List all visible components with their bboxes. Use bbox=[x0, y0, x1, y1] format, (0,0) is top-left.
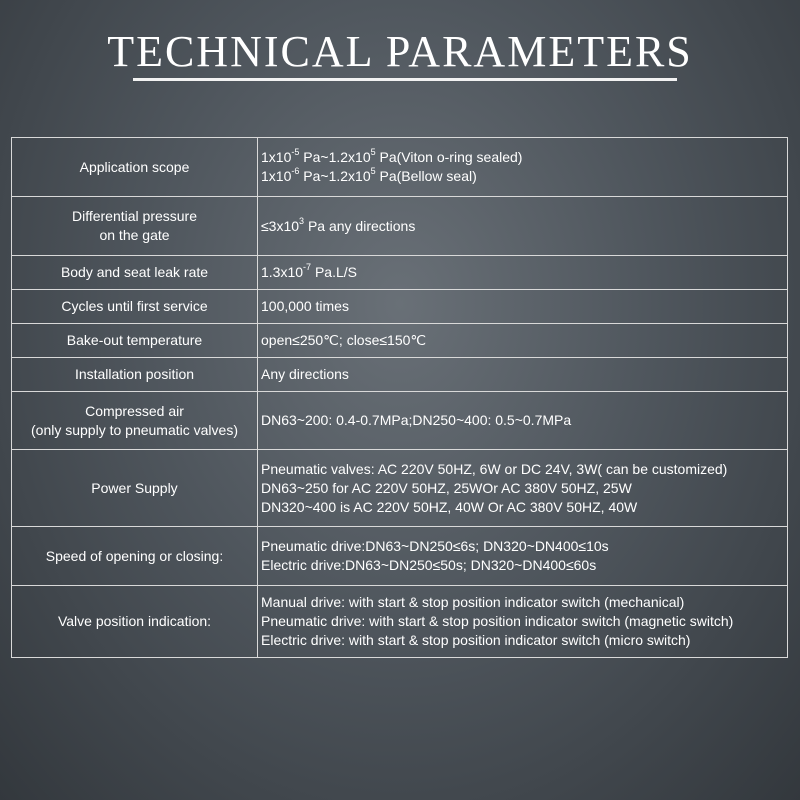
param-value-line: $1x10^{-6}$ $Pa\sim 1.2x10^5$ Pa(Bellow seal) bbox=[261, 166, 477, 184]
table-row bbox=[12, 358, 788, 392]
param-label bbox=[12, 256, 258, 290]
param-label bbox=[12, 450, 258, 527]
table-row bbox=[12, 290, 788, 324]
table-row bbox=[12, 450, 788, 527]
param-value-line: DN63~200: 0.4-0.7MPa;DN250~400: 0.5~0.7MPa bbox=[261, 412, 572, 428]
table-row bbox=[12, 197, 788, 256]
param-label-line: Power Supply bbox=[91, 479, 178, 496]
param-value bbox=[258, 450, 788, 527]
param-label bbox=[12, 324, 258, 358]
param-value-line: DN63~250 for AC 220V 50HZ, 25WOr AC 380V 50HZ, 25W bbox=[261, 479, 632, 496]
param-value bbox=[258, 290, 788, 324]
table-row bbox=[12, 527, 788, 586]
title-underline bbox=[133, 78, 677, 81]
param-value-line: Any directions bbox=[261, 366, 349, 382]
param-label-line: Body and seat leak rate bbox=[60, 264, 209, 280]
param-label-line: Application scope bbox=[79, 158, 190, 175]
param-value-line: Pneumatic drive: with start & stop position indicator switch (magnetic switch) bbox=[261, 613, 734, 629]
param-label bbox=[12, 290, 258, 324]
param-label bbox=[12, 527, 258, 586]
parameters-table bbox=[11, 137, 788, 658]
param-label-line: on the gate bbox=[99, 227, 170, 243]
table-row bbox=[12, 324, 788, 358]
param-value bbox=[258, 527, 788, 586]
param-label bbox=[12, 586, 258, 658]
param-label-line: Differential pressure bbox=[71, 208, 198, 224]
param-label bbox=[12, 392, 258, 450]
param-value bbox=[258, 358, 788, 392]
table-row bbox=[12, 256, 788, 290]
param-value-line: Manual drive: with start & stop position indicator switch (mechanical) bbox=[261, 594, 685, 610]
param-value-line: $1x10^{-5}$ $Pa\sim 1.2x10^5$ Pa(Viton o-ring sealed) bbox=[261, 147, 523, 165]
param-value-line: Pneumatic drive:DN63~DN250≤6s; DN320~DN400≤10s bbox=[261, 538, 609, 554]
table-row bbox=[12, 138, 788, 197]
param-value-line: $1.3x10^{-7}$ Pa.L/S bbox=[261, 262, 357, 280]
param-value-line: Electric drive: with start & stop position indicator switch (micro switch) bbox=[261, 632, 691, 648]
param-label bbox=[12, 197, 258, 256]
param-value-line: Pneumatic valves: AC 220V 50HZ, 6W or DC 24V, 3W( can be customized) bbox=[261, 460, 728, 477]
param-label-line: Cycles until first service bbox=[61, 298, 208, 314]
param-value-line: DN320~400 is AC 220V 50HZ, 40W Or AC 380V 50HZ, 40W bbox=[261, 498, 638, 515]
param-value bbox=[258, 586, 788, 658]
param-label-line: Compressed air bbox=[85, 402, 184, 419]
table-row bbox=[12, 392, 788, 450]
param-value-line: open≤250℃; close≤150℃ bbox=[261, 332, 427, 348]
param-label-line: Bake-out temperature bbox=[66, 332, 203, 348]
param-value bbox=[258, 256, 788, 290]
param-label-line: Speed of opening or closing: bbox=[45, 547, 224, 564]
param-label bbox=[12, 138, 258, 197]
param-value-line: $\le 3x10^3$ Pa any directions bbox=[261, 215, 416, 234]
param-value bbox=[258, 197, 788, 256]
param-value bbox=[258, 392, 788, 450]
param-label-line: (only supply to pneumatic valves) bbox=[31, 421, 238, 438]
param-label-line: Valve position indication: bbox=[57, 613, 212, 629]
param-value-line: Electric drive:DN63~DN250≤50s; DN320~DN400≤60s bbox=[261, 557, 597, 573]
param-value bbox=[258, 324, 788, 358]
param-value bbox=[258, 138, 788, 197]
param-label bbox=[12, 358, 258, 392]
param-label-line: Installation position bbox=[74, 366, 195, 382]
page-title: TECHNICAL PARAMETERS bbox=[107, 27, 693, 76]
table-row bbox=[12, 586, 788, 658]
param-value-line: 100,000 times bbox=[261, 298, 349, 314]
